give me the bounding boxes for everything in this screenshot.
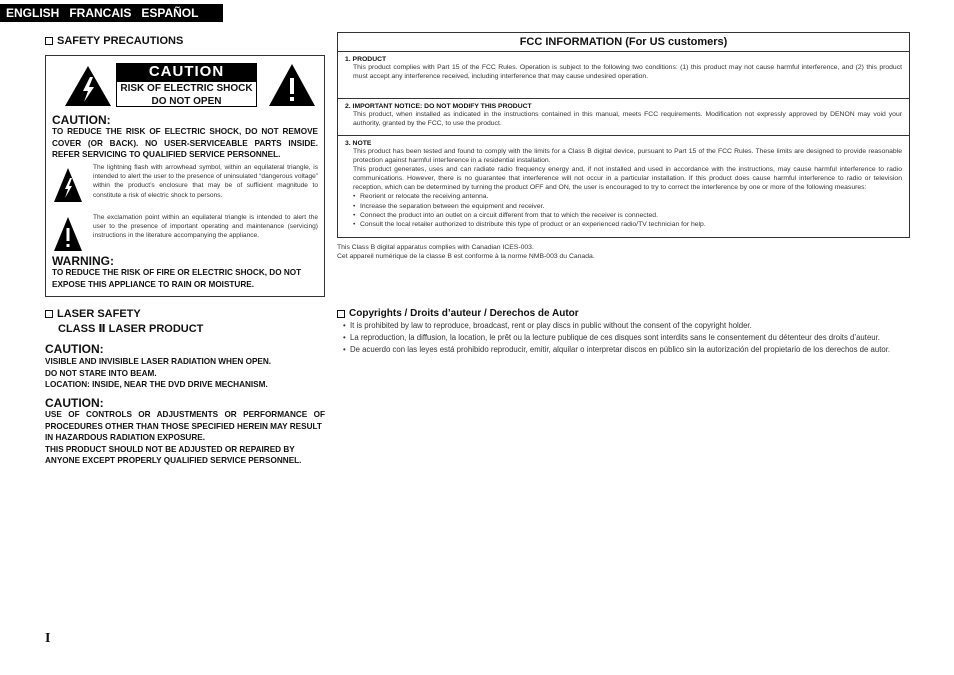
checkbox-square-icon bbox=[45, 310, 53, 318]
laser-caution-1-line: DO NOT STARE INTO BEAM. bbox=[45, 368, 157, 378]
laser-caution-1-body bbox=[45, 356, 325, 391]
safety-heading-text: SAFETY PRECAUTIONS bbox=[57, 35, 184, 47]
list-item: • Reorient or relocate the receiving antenna. bbox=[353, 192, 902, 201]
canada-notice-fr: Cet appareil numérique de la classe B est conforme à la norme NMB-003 du Canada. bbox=[337, 253, 595, 261]
fcc-item-3-text-2: This product generates, uses and can radiate radio frequency energy and, if not installed and used in accordance with the instructions, may cause harmful interference to radio communications. However, there is no guarantee that interference will not occur in a particular installation. If this product does cause harmful interference to radio or television reception, which can be determined by turning the product OFF and ON, the user is encouraged to try to correct the interference by one or more of the following measures: bbox=[353, 166, 902, 192]
laser-caution-2-line: IN HAZARDOUS RADIATION EXPOSURE. bbox=[45, 433, 205, 443]
laser-caution-2-title: CAUTION: bbox=[45, 396, 104, 410]
fcc-item-3-title: 3. NOTE bbox=[345, 140, 372, 147]
checkbox-square-icon bbox=[45, 37, 53, 45]
list-item: • Connect the product into an outlet on a circuit different from that to which the receiver is connected. bbox=[353, 211, 902, 220]
fcc-title: FCC INFORMATION (For US customers) bbox=[519, 36, 728, 48]
copyright-list bbox=[343, 320, 909, 355]
list-item: • It is prohibited by law to reproduce, broadcast, rent or play discs in public without the consent of the copyright holder. bbox=[343, 320, 909, 332]
exclamation-description: The exclamation point within an equilateral triangle is intended to alert the user to the presence of important operating and maintenance (servicing) instructions in the literature accompanying the appliance. bbox=[93, 214, 318, 240]
lang-english[interactable]: ENGLISH bbox=[6, 6, 60, 20]
fcc-box bbox=[337, 32, 910, 238]
fcc-item-3 bbox=[338, 136, 909, 231]
fcc-item-3-text-1: This product has been tested and found to comply with the limits for a Class B digital device, pursuant to Part 15 of the FCC Rules. These limits are designed to provide reasonable protection against harmful interference in a residential installation. bbox=[353, 148, 902, 165]
fcc-item-1-title: 1. PRODUCT bbox=[345, 56, 387, 63]
risk-line-1: RISK OF ELECTRIC SHOCK bbox=[120, 83, 253, 94]
lightning-warning-icon bbox=[64, 65, 112, 107]
laser-heading-text: LASER SAFETY bbox=[57, 308, 141, 320]
list-item: • Consult the local retailer authorized to distribute this type of product or an experienced radio/TV technician for help. bbox=[353, 220, 902, 229]
lang-espanol[interactable]: ESPAÑOL bbox=[141, 6, 199, 20]
list-item: • La reproduction, la diffusion, la location, le prêt ou la lecture publique de ces disques sont interdits sans le consentement du détenteur des droits d’auteur. bbox=[343, 332, 909, 344]
laser-caution-1-line: VISIBLE AND INVISIBLE LASER RADIATION WHEN OPEN. bbox=[45, 357, 272, 366]
fcc-item-1-text: This product complies with Part 15 of the FCC Rules. Operation is subject to the following two conditions: (1) this product may not cause harmful interference, and (2) this product must accept any interference received, including interference that may cause undesired operation. bbox=[353, 64, 902, 81]
copyright-heading bbox=[337, 308, 579, 319]
small-exclamation-icon bbox=[53, 216, 83, 252]
fcc-item-2-text: This product, when installed as indicated in the instructions contained in this manual, meets FCC requirements. Modification not expressly approved by DENON may void your authority, granted by the FCC, to use the product. bbox=[353, 111, 902, 128]
exclamation-warning-icon bbox=[268, 63, 316, 107]
laser-class-line: CLASS Ⅱ LASER PRODUCT bbox=[58, 323, 204, 335]
risk-box bbox=[116, 81, 257, 107]
small-lightning-icon bbox=[53, 167, 83, 203]
fcc-item-2 bbox=[338, 99, 909, 135]
risk-line-2: DO NOT OPEN bbox=[151, 96, 222, 107]
lang-francais[interactable]: FRANCAIS bbox=[69, 6, 132, 20]
checkbox-square-icon bbox=[337, 310, 345, 318]
canada-notice bbox=[337, 243, 910, 261]
list-item: • Increase the separation between the equipment and receiver. bbox=[353, 202, 902, 211]
laser-caution-2-line: THIS PRODUCT SHOULD NOT BE ADJUSTED OR REPAIRED BY ANYONE EXCEPT PROPERLY QUALIFIED SERVICE PERSONNEL. bbox=[45, 444, 302, 466]
caution-title: CAUTION: bbox=[52, 113, 111, 127]
safety-heading bbox=[45, 35, 183, 47]
caution-text: TO REDUCE THE RISK OF ELECTRIC SHOCK, DO NOT REMOVE COVER (OR BACK). NO USER-SERVICEABLE PARTS INSIDE. REFER SERVICING TO QUALIFIED SERVICE PERSONNEL. bbox=[52, 127, 318, 159]
warning-text: TO REDUCE THE RISK OF FIRE OR ELECTRIC SHOCK, DO NOT EXPOSE THIS APPLIANCE TO RAIN OR MOISTURE. bbox=[52, 268, 302, 289]
laser-heading bbox=[45, 308, 141, 320]
lightning-description: The lightning flash with arrowhead symbol, within an equilateral triangle, is intended to alert the user to the presence of uninsulated “dangerous voltage” within the product’s enclosure that may be of sufficient magnitude to constitute a risk of electric shock to persons. bbox=[93, 164, 318, 199]
canada-notice-en: This Class B digital apparatus complies with Canadian ICES-003. bbox=[337, 244, 534, 251]
warning-title: WARNING: bbox=[52, 254, 114, 268]
caution-banner: CAUTION bbox=[116, 63, 257, 81]
fcc-item-1 bbox=[338, 52, 909, 98]
copyright-heading-text: Copyrights / Droits d’auteur / Derechos de Autor bbox=[349, 308, 579, 319]
laser-caution-2-body bbox=[45, 409, 325, 467]
language-bar bbox=[0, 4, 223, 22]
safety-box bbox=[45, 55, 325, 297]
laser-caution-2-line: USE OF CONTROLS OR ADJUSTMENTS OR PERFORMANCE OF PROCEDURES OTHER THAN THOSE SPECIFIED HEREIN MAY RESULT bbox=[45, 410, 325, 431]
fcc-item-2-title: 2. IMPORTANT NOTICE: DO NOT MODIFY THIS PRODUCT bbox=[345, 103, 532, 110]
laser-caution-1-title: CAUTION: bbox=[45, 342, 104, 356]
page-number: I bbox=[45, 631, 51, 646]
laser-caution-1-line: LOCATION: INSIDE, NEAR THE DVD DRIVE MECHANISM. bbox=[45, 380, 268, 390]
list-item: • De acuerdo con las leyes está prohibido reproducir, emitir, alquilar o interpretar discos en público sin la autorización del propietario de los derechos de autor. bbox=[343, 344, 909, 356]
fcc-measures-list bbox=[345, 192, 902, 228]
